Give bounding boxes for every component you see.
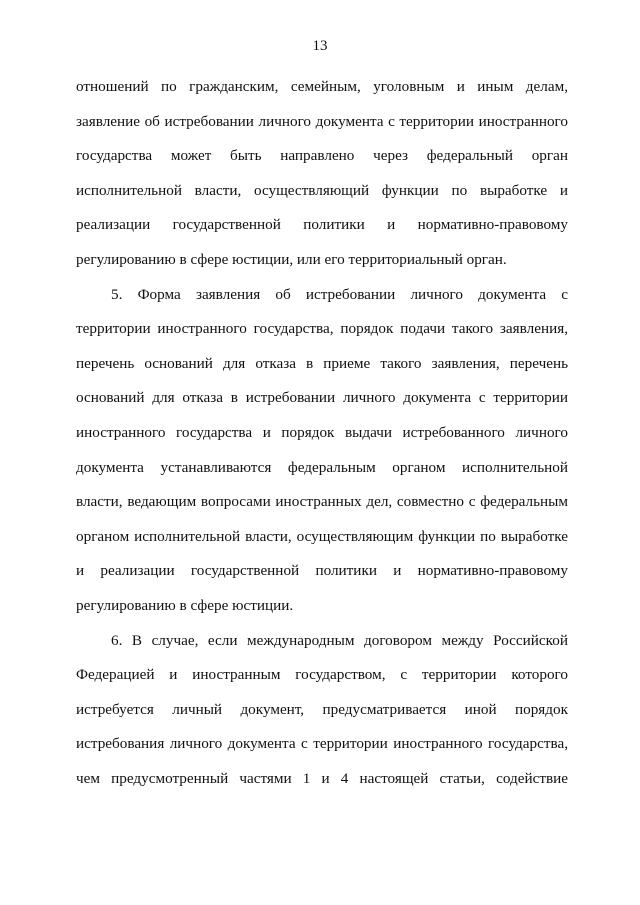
text-line: власти, ведающим вопросами иностранных дел, совместно с федеральным xyxy=(76,493,568,511)
text-line: оснований для отказа в истребовании личного документа с территории xyxy=(76,389,568,407)
text-line: реализации государственной политики и нормативно-правовому xyxy=(76,216,568,234)
text-line: и реализации государственной политики и нормативно-правовому xyxy=(76,562,568,580)
text-line: документа устанавливаются федеральным органом исполнительной xyxy=(76,458,568,476)
text-line: территории иностранного государства, порядок подачи такого заявления, xyxy=(76,320,568,338)
text-line: чем предусмотренный частями 1 и 4 настоящей статьи, содействие xyxy=(76,769,568,787)
page-number: 13 xyxy=(312,38,328,54)
text-line: иностранного государства и порядок выдачи истребованного личного xyxy=(76,423,568,441)
text-line: заявление об истребовании личного документа с территории иностранного xyxy=(76,112,568,130)
body-text xyxy=(76,70,568,796)
text-line: Федерацией и иностранным государством, с территории которого xyxy=(76,666,568,684)
text-line: истребуется личный документ, предусматривается иной порядок xyxy=(76,700,568,718)
text-line: исполнительной власти, осуществляющий функции по выработке и xyxy=(76,181,568,199)
text-line: истребования личного документа с территории иностранного государства, xyxy=(76,735,568,753)
text-line: органом исполнительной власти, осуществляющим функции по выработке xyxy=(76,527,568,545)
text-line: регулированию в сфере юстиции, или его территориальный орган. xyxy=(76,250,507,268)
paragraph-6-start: 6. В случае, если международным договором между Российской xyxy=(111,631,568,649)
paragraph-5-start: 5. Форма заявления об истребовании личного документа с xyxy=(111,285,568,303)
text-line: отношений по гражданским, семейным, уголовным и иным делам, xyxy=(76,78,568,95)
text-line: перечень оснований для отказа в приеме такого заявления, перечень xyxy=(76,354,568,372)
text-line: регулированию в сфере юстиции. xyxy=(76,596,294,614)
text-line: государства может быть направлено через федеральный орган xyxy=(76,147,568,165)
